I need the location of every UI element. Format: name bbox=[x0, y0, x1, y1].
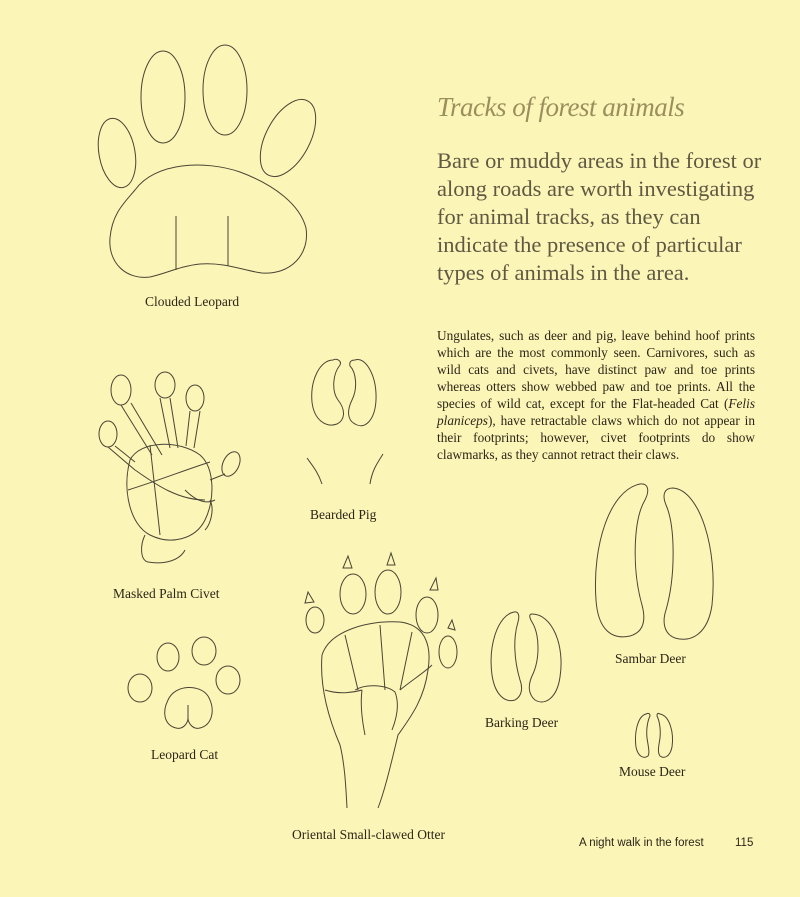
label-clouded-leopard: Clouded Leopard bbox=[145, 294, 240, 309]
label-mouse-deer: Mouse Deer bbox=[619, 764, 686, 779]
body-text-part-2: ), have retractable claws which do not appear in their footprints; however, civet footprints do show clawmarks, as they cannot retract their claws. bbox=[437, 413, 755, 462]
lead-paragraph: Bare or muddy areas in the forest or along roads are worth investigating for animal tracks, as they can indicate the presence of particular types of animals in the area. bbox=[437, 148, 762, 285]
bearded-pig-track-icon bbox=[307, 359, 383, 484]
footer-section-title: A night walk in the forest bbox=[579, 837, 704, 849]
sambar-deer-track-icon bbox=[595, 484, 713, 639]
clouded-leopard-track-icon bbox=[93, 45, 327, 277]
label-sambar-deer: Sambar Deer bbox=[615, 651, 686, 666]
leopard-cat-track-icon bbox=[128, 637, 240, 728]
label-otter: Oriental Small-clawed Otter bbox=[292, 827, 445, 842]
body-text-part-1: Ungulates, such as deer and pig, leave behind hoof prints which are the most commonly seen. Carnivores, such as wild cats and civets, have distinct paw and toe prints whereas otters show webbed paw and toe prints. All the species of wild cat, except for the Flat-headed Cat ( bbox=[437, 328, 755, 411]
body-paragraph bbox=[437, 327, 755, 463]
label-bearded-pig: Bearded Pig bbox=[310, 507, 377, 522]
barking-deer-track-icon bbox=[491, 612, 561, 702]
otter-track-icon bbox=[305, 553, 457, 808]
label-masked-palm-civet: Masked Palm Civet bbox=[113, 586, 220, 601]
mouse-deer-track-icon bbox=[635, 713, 672, 757]
page-title: Tracks of forest animals bbox=[437, 92, 685, 122]
body-text-scientific-name: Felis planiceps bbox=[437, 396, 755, 428]
label-leopard-cat: Leopard Cat bbox=[151, 747, 219, 762]
page-number: 115 bbox=[735, 837, 754, 849]
masked-palm-civet-track-icon bbox=[99, 372, 244, 563]
label-barking-deer: Barking Deer bbox=[485, 715, 559, 730]
